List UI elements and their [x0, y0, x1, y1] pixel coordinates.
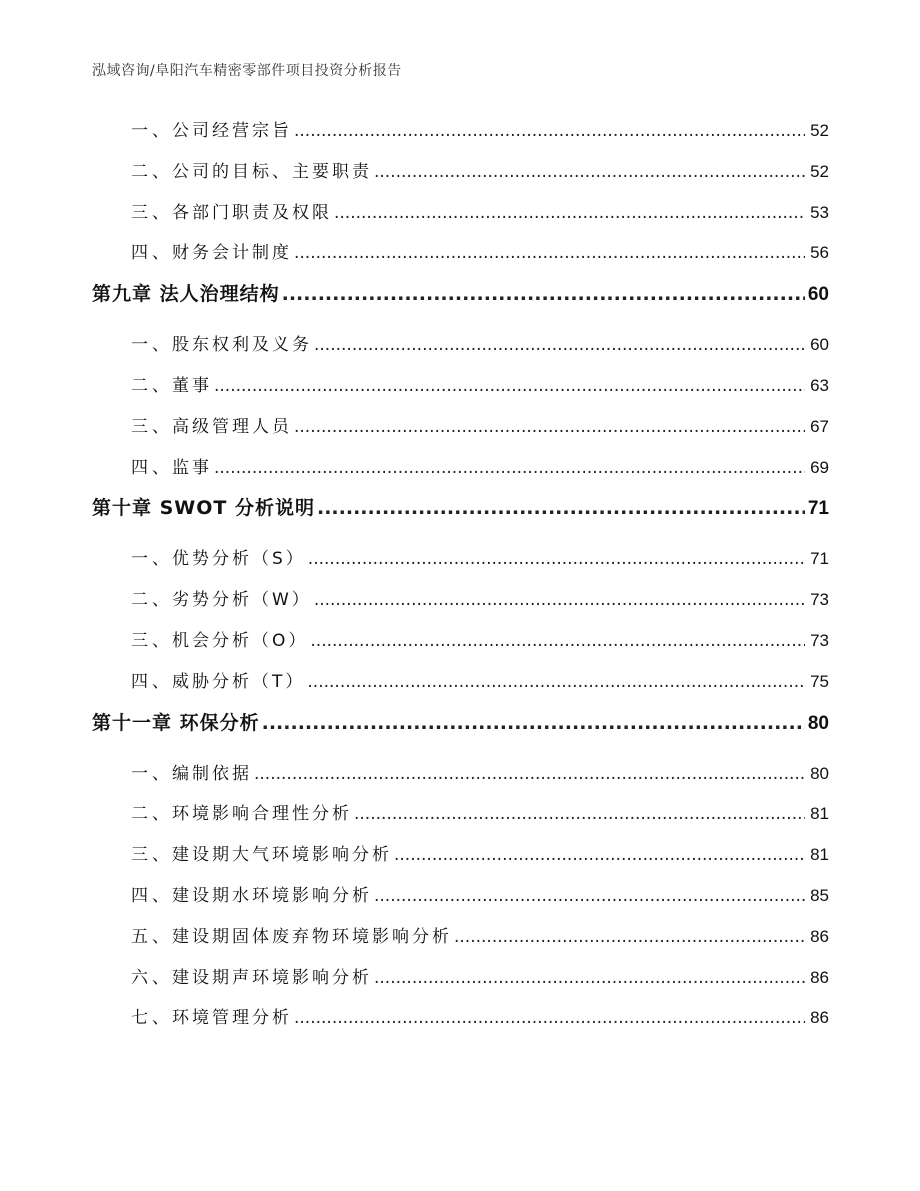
toc-entry-number: 四、: [131, 243, 173, 264]
toc-chapter-title: 第十一章 环保分析: [92, 711, 260, 734]
dot-leader: [374, 968, 805, 988]
toc-entry-number: 一、: [131, 549, 173, 570]
toc-entry-page: 86: [810, 967, 829, 987]
toc-entry-number: 一、: [131, 763, 173, 784]
toc-entry[interactable]: [92, 157, 829, 198]
dot-leader: [310, 631, 805, 651]
toc-entry[interactable]: [92, 759, 829, 800]
toc-entry-title: 机会分析（O）: [172, 630, 309, 651]
toc-entry[interactable]: [92, 963, 829, 1004]
toc-entry-title: 编制依据: [172, 763, 252, 784]
dot-leader: [394, 845, 805, 865]
toc-entry-number: 二、: [131, 804, 173, 825]
toc-entry[interactable]: [92, 667, 829, 708]
dot-leader: [254, 764, 805, 784]
toc-chapter-title: 第十章 SWOT 分析说明: [92, 497, 315, 520]
dot-leader: [262, 712, 805, 734]
toc-entry-number: 四、: [131, 885, 173, 906]
toc-entry[interactable]: [92, 198, 829, 239]
toc-entry-title: 劣势分析（W）: [172, 590, 312, 611]
toc-entry-title: 董事: [172, 375, 212, 396]
toc-entry-page: 80: [810, 763, 829, 783]
toc-entry-title: 环境管理分析: [172, 1008, 292, 1029]
toc-entry[interactable]: [92, 544, 829, 585]
dot-leader: [317, 497, 805, 519]
toc-entry-title: 公司的目标、主要职责: [172, 161, 372, 182]
toc-chapter[interactable]: [92, 708, 829, 759]
toc-entry-number: 二、: [131, 590, 173, 611]
toc-entry-title: 威胁分析（T）: [172, 671, 306, 692]
toc-entry-number: 七、: [131, 1008, 173, 1029]
toc-entry-page: 81: [810, 804, 829, 824]
toc-entry[interactable]: [92, 453, 829, 494]
toc-entry[interactable]: [92, 881, 829, 922]
toc-entry[interactable]: [92, 840, 829, 881]
toc-entry-page: 75: [810, 671, 829, 691]
toc-entry[interactable]: [92, 371, 829, 412]
toc-entry-title: 建设期固体废弃物环境影响分析: [172, 926, 452, 947]
toc-entry[interactable]: [92, 1003, 829, 1044]
toc-entry[interactable]: [92, 799, 829, 840]
dot-leader: [294, 417, 805, 437]
toc-entry-number: 二、: [131, 375, 173, 396]
dot-leader: [354, 804, 805, 824]
toc-entry-number: 二、: [131, 161, 173, 182]
dot-leader: [214, 458, 805, 478]
toc-chapter[interactable]: [92, 493, 829, 544]
toc-entry-title: 建设期声环境影响分析: [172, 967, 372, 988]
dot-leader: [308, 549, 805, 569]
toc-entry-page: 67: [810, 416, 829, 436]
toc-entry-page: 86: [810, 1008, 829, 1028]
toc-entry-page: 53: [810, 202, 829, 222]
toc-entry-title: 环境影响合理性分析: [172, 804, 352, 825]
dot-leader: [334, 203, 805, 223]
toc-entry-number: 一、: [131, 335, 173, 356]
toc-entry-page: 73: [810, 590, 829, 610]
toc-entry[interactable]: [92, 585, 829, 626]
toc-entry-page: 60: [810, 335, 829, 355]
toc-entry[interactable]: [92, 330, 829, 371]
toc-entry-page: 56: [810, 243, 829, 263]
toc-entry-number: 三、: [131, 416, 173, 437]
toc-entry-number: 四、: [131, 671, 173, 692]
toc-entry-title: 建设期大气环境影响分析: [172, 845, 392, 866]
toc-entry-title: 高级管理人员: [172, 416, 292, 437]
toc-entry-page: 81: [810, 845, 829, 865]
toc-entry-page: 52: [810, 121, 829, 140]
toc-entry-page: 71: [810, 549, 829, 569]
toc-entry-number: 一、: [131, 121, 173, 141]
table-of-contents: [92, 116, 829, 1044]
toc-entry-page: 73: [810, 630, 829, 650]
toc-chapter-page: 71: [807, 498, 829, 520]
dot-leader: [282, 283, 805, 305]
toc-chapter-page: 80: [807, 712, 829, 734]
toc-entry-number: 五、: [131, 926, 173, 947]
toc-entry[interactable]: [92, 626, 829, 667]
dot-leader: [314, 590, 805, 610]
toc-entry-title: 各部门职责及权限: [172, 202, 332, 223]
toc-chapter[interactable]: [92, 279, 829, 330]
dot-leader: [314, 335, 805, 355]
toc-entry-number: 六、: [131, 967, 173, 988]
toc-entry-page: 85: [810, 885, 829, 905]
toc-entry-page: 86: [810, 926, 829, 946]
toc-entry-title: 监事: [172, 457, 212, 478]
toc-entry-title: 建设期水环境影响分析: [172, 885, 372, 906]
toc-entry[interactable]: [92, 116, 829, 157]
dot-leader: [294, 1008, 805, 1028]
dot-leader: [454, 927, 805, 947]
toc-entry-title: 股东权利及义务: [172, 335, 312, 356]
toc-entry-number: 四、: [131, 457, 173, 478]
toc-entry[interactable]: [92, 238, 829, 279]
toc-chapter-title: 第九章 法人治理结构: [92, 283, 280, 306]
toc-entry-title: 优势分析（S）: [172, 549, 306, 570]
toc-chapter-page: 60: [807, 284, 829, 306]
toc-entry-title: 财务会计制度: [172, 243, 292, 264]
toc-entry-number: 三、: [131, 630, 173, 651]
toc-entry-title: 公司经营宗旨: [172, 121, 292, 141]
dot-leader: [307, 672, 805, 692]
toc-entry[interactable]: [92, 922, 829, 963]
toc-entry-page: 63: [810, 375, 829, 395]
toc-entry-page: 69: [810, 457, 829, 477]
toc-entry-number: 三、: [131, 845, 173, 866]
dot-leader: [374, 886, 805, 906]
dot-leader: [214, 376, 805, 396]
toc-entry-page: 52: [810, 161, 829, 181]
dot-leader: [294, 243, 805, 263]
dot-leader: [374, 162, 805, 182]
dot-leader: [294, 121, 805, 141]
document-header: 泓域咨询/阜阳汽车精密零部件项目投资分析报告: [92, 63, 402, 79]
toc-entry-number: 三、: [131, 202, 173, 223]
toc-entry[interactable]: [92, 412, 829, 453]
